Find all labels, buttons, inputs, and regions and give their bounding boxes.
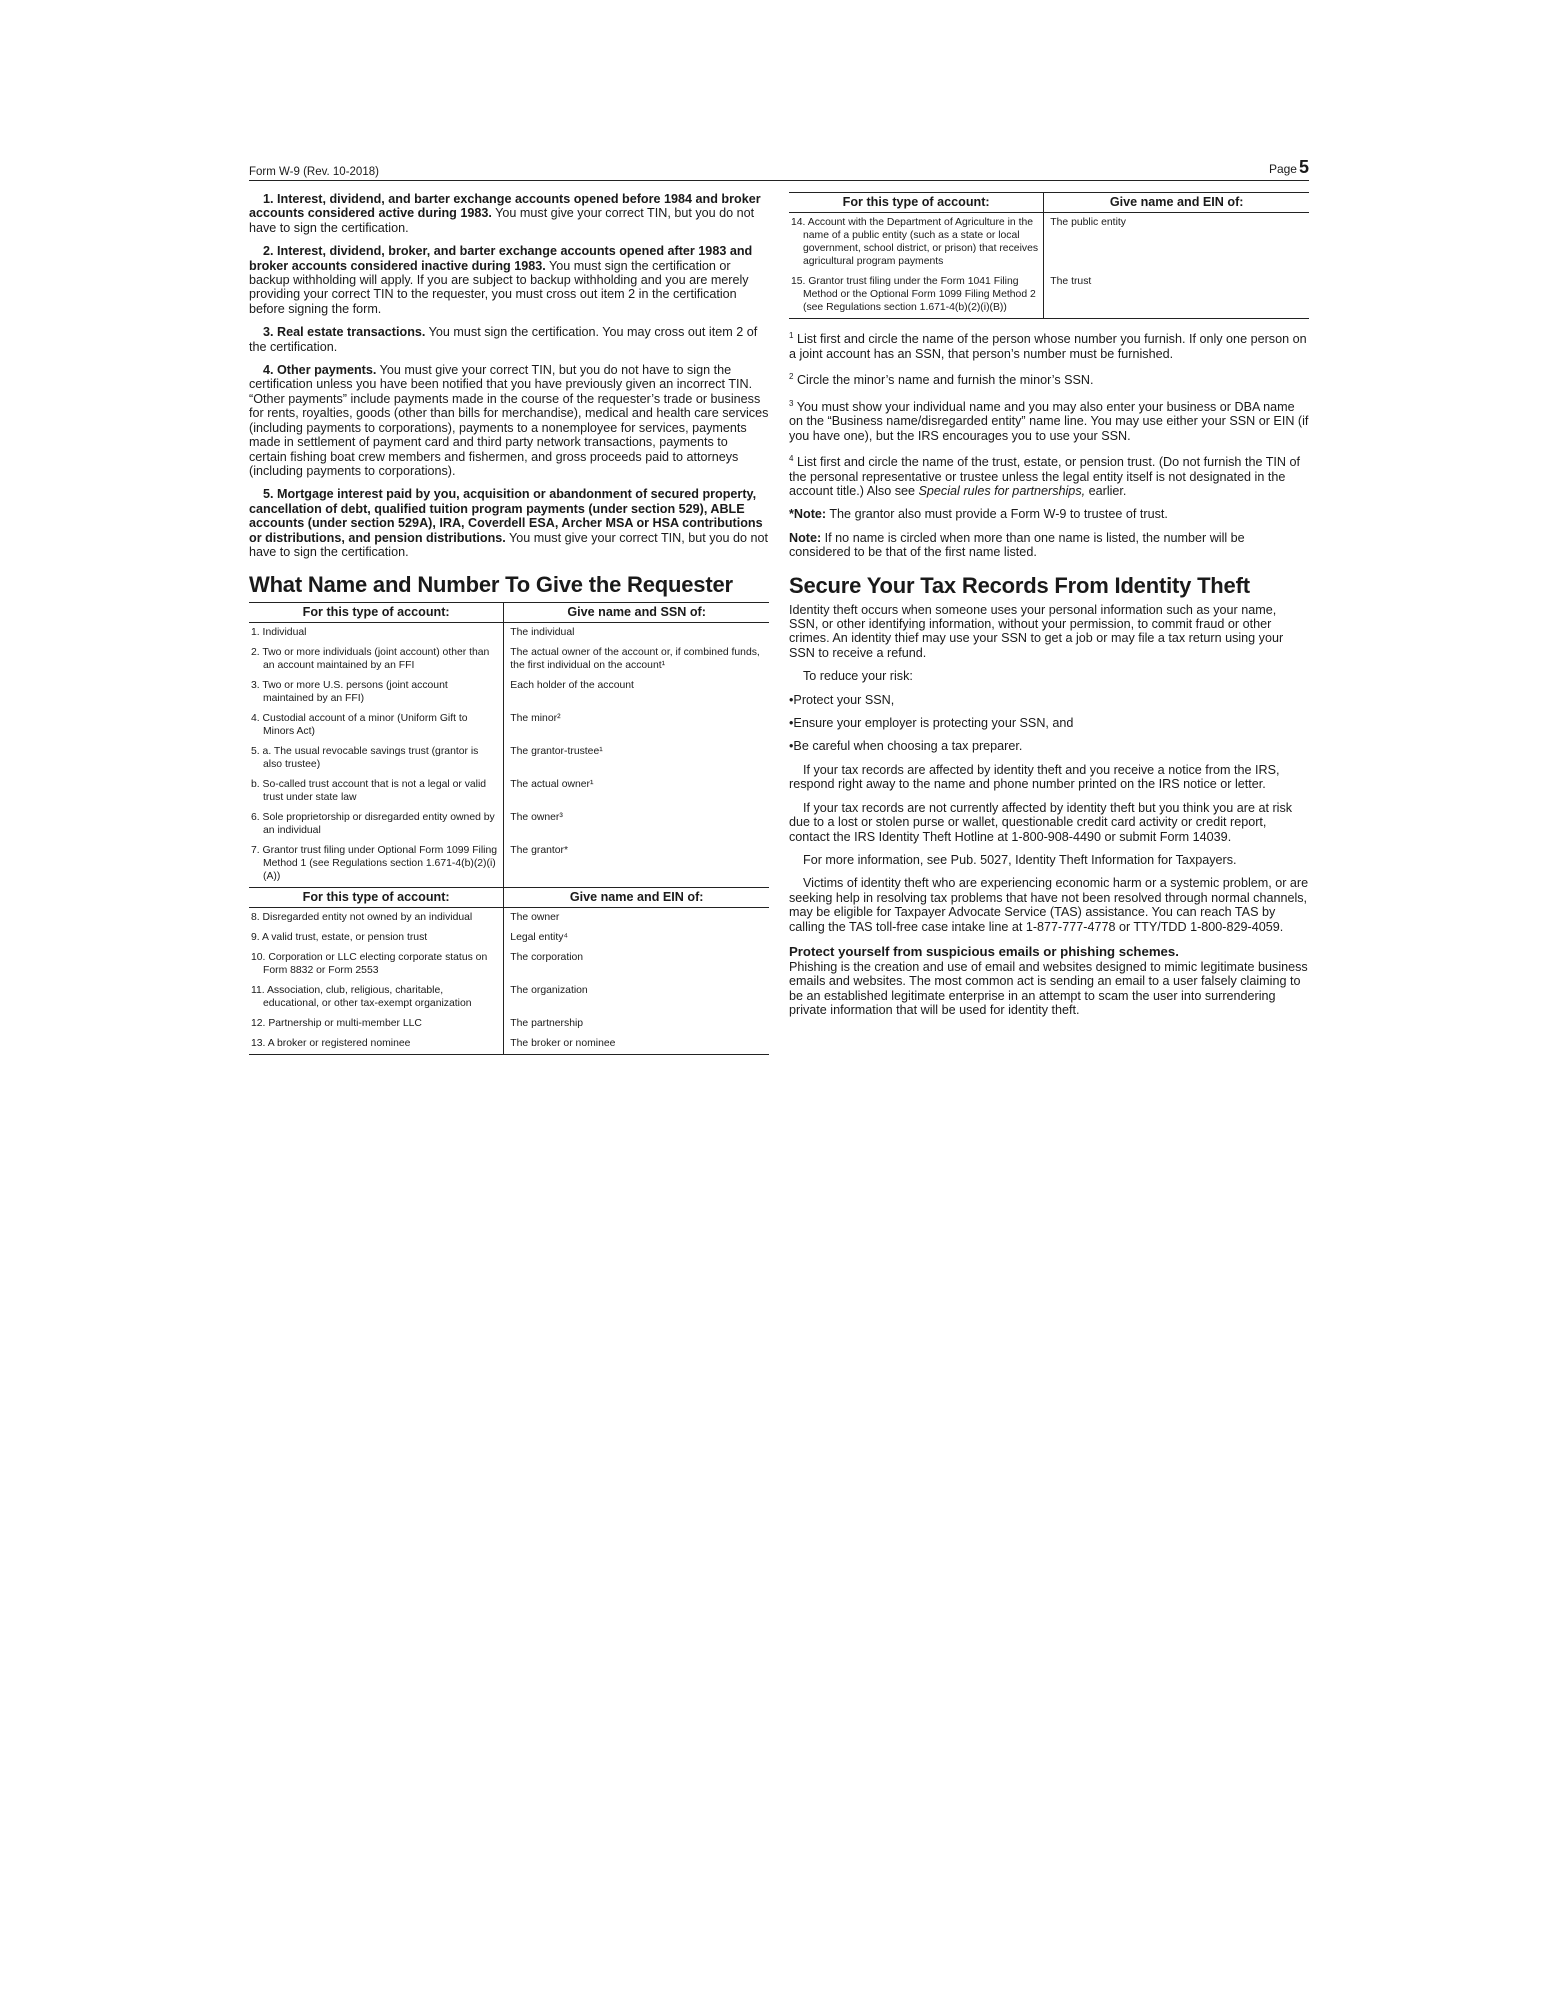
footnote-3	[789, 397, 1309, 443]
bullet-item: • Be careful when choosing a tax preparer.	[789, 739, 1309, 753]
table-header-row	[249, 603, 769, 623]
account-type-cell: 1. Individual	[249, 623, 504, 644]
footnote-text: List first and circle the name of the trust, estate, or pension trust. (Do not furnish the TIN of the personal representative or trustee unless the legal entity itself is not designated in the account title.) Also see	[789, 455, 1301, 498]
identity-paragraph-3	[789, 801, 1309, 844]
give-name-cell: Each holder of the account	[510, 680, 634, 692]
note-circled	[789, 531, 1309, 560]
footnote-1	[789, 329, 1309, 361]
account-type-cell: 11. Association, club, religious, charitable, educational, or other tax-exempt organization	[249, 981, 504, 1014]
paragraph-4-heading: 4. Other payments.	[263, 363, 377, 378]
paragraph-4-text: You must give your correct TIN, but you do not have to sign the certification unless you have been notified that you have previously given an incorrect TIN. “Other payments” include payments made in the course of the requester’s trade or business for rents, royalties, goods (other than bills for merchandise), medical and health care services (including payments to corporations), payments to a nonemployee for services, payments made in settlement of payment card and third party network transactions, payments to certain fishing boat crew members and fishermen, and gross proceeds paid to attorneys (including payments to corporations).	[249, 363, 769, 478]
footnote-marker: 2	[789, 372, 794, 381]
table-row	[249, 908, 769, 929]
give-name-cell: The actual owner of the account or, if combined funds, the first individual on the account¹	[510, 647, 760, 672]
account-type-cell: 8. Disregarded entity not owned by an individual	[249, 908, 504, 929]
account-type-cell: 7. Grantor trust filing under Optional Form 1099 Filing Method 1 (see Regulations section 1.671-4(b)(2)(i)(A))	[249, 841, 504, 887]
phishing-heading: Protect yourself from suspicious emails or phishing schemes.	[789, 943, 1179, 959]
account-type-cell: 2. Two or more individuals (joint account) other than an account maintained by an FFI	[249, 643, 504, 676]
table-header-row	[789, 193, 1309, 213]
give-name-cell: The corporation	[510, 952, 584, 964]
left-column	[249, 192, 769, 1055]
phishing-paragraph: Phishing is the creation and use of email and websites designed to mimic legitimate business emails and websites. The most common act is sending an email to a user falsely claiming to be an established legitimate enterprise in an attempt to scam the user into surrendering private information that will be used for identity theft.	[789, 959, 1308, 1018]
identity-paragraph-4	[789, 853, 1309, 867]
account-type-cell: 10. Corporation or LLC electing corporate status on Form 8832 or Form 2553	[249, 948, 504, 981]
paragraph-3-heading: 3. Real estate transactions.	[263, 325, 426, 340]
account-type-cell: 14. Account with the Department of Agriculture in the name of a public entity (such as a state or local government, school district, or prison) that receives agricultural program payments	[789, 213, 1044, 273]
note-label: Note:	[789, 530, 822, 545]
table-row	[249, 643, 769, 676]
page-number: 5	[1298, 157, 1309, 177]
identity-paragraph-2	[789, 763, 1309, 792]
paragraph-1-heading: 1. Interest, dividend, and barter exchange accounts opened before 1984 and broker accounts considered active during 1983.	[249, 192, 761, 221]
reduce-risk-text: To reduce your risk:	[803, 669, 913, 684]
col-header-account-type: For this type of account:	[249, 888, 504, 908]
give-name-cell: The partnership	[510, 1018, 584, 1030]
identity-paragraph-5-text: Victims of identity theft who are experiencing economic harm or a systemic problem, or are seeking help in resolving tax problems that have not been resolved through normal channels, may be eligible for Taxpayer Advocate Service (TAS) assistance. You can reach TAS by calling the TAS toll-free case intake line at 1-877-777-4778 or TTY/TDD 1-800-829-4059.	[789, 876, 1309, 934]
table-row	[249, 742, 769, 775]
ssn-account-table	[249, 602, 769, 887]
give-name-cell: The trust	[1044, 272, 1309, 319]
paragraph-5-text: You must give your correct TIN, but you do not have to sign the certification.	[249, 530, 769, 559]
give-name-cell: The public entity	[1050, 217, 1126, 228]
right-column	[789, 192, 1309, 1027]
give-name-cell: The minor²	[510, 713, 561, 725]
footnote-tail: earlier.	[1085, 484, 1127, 498]
give-name-cell: The organization	[510, 985, 588, 997]
give-name-cell: The broker or nominee	[504, 1034, 769, 1055]
form-id: Form W-9 (Rev. 10-2018)	[249, 166, 379, 178]
paragraph-1	[249, 192, 769, 235]
note-grantor	[789, 507, 1309, 521]
footnote-text: You must show your individual name and you may also enter your business or DBA name on the “Business name/disregarded entity” name line. You may use either your SSN or EIN (if you have one), but the IRS encourages you to use your SSN.	[789, 399, 1309, 443]
give-name-cell: The individual	[510, 627, 575, 639]
account-type-cell: 9. A valid trust, estate, or pension trust	[249, 928, 504, 948]
table-row	[249, 808, 769, 841]
footnote-text: List first and circle the name of the person whose number you furnish. If only one person on a joint account has an SSN, that person’s number must be furnished.	[789, 332, 1307, 361]
account-type-cell: b. So-called trust account that is not a legal or valid trust under state law	[249, 775, 504, 808]
col-header-give-ssn: Give name and SSN of:	[504, 603, 769, 623]
section-title-requester: What Name and Number To Give the Requester	[249, 572, 733, 598]
table-row	[249, 928, 769, 948]
give-name-cell: The actual owner¹	[510, 779, 594, 791]
table-row	[249, 775, 769, 808]
give-name-cell: Legal entity⁴	[510, 932, 568, 944]
paragraph-3	[249, 325, 769, 354]
table-header-row	[249, 888, 769, 908]
table-row	[249, 981, 769, 1014]
paragraph-3-text: You must sign the certification. You may cross out item 2 of the certification.	[249, 325, 758, 354]
give-name-cell: The grantor*	[510, 845, 569, 857]
footnote-marker: 1	[789, 331, 794, 340]
paragraph-1-text: You must give your correct TIN, but you do not have to sign the certification.	[249, 206, 755, 235]
section-title-identity-theft: Secure Your Tax Records From Identity Theft	[789, 572, 1250, 598]
footnote-marker: 4	[789, 454, 794, 463]
footnote-2	[789, 370, 1309, 388]
table-row	[249, 709, 769, 742]
footnote-marker: 3	[789, 398, 794, 408]
identity-paragraph-4-text: For more information, see Pub. 5027, Identity Theft Information for Taxpayers.	[803, 852, 1237, 867]
paragraph-4	[249, 363, 769, 478]
identity-paragraph-5	[789, 876, 1309, 934]
note-text: If no name is circled when more than one name is listed, the number will be considered to be that of the first name listed.	[789, 530, 1245, 560]
footnote-text: Circle the minor’s name and furnish the minor’s SSN.	[793, 373, 1094, 388]
identity-paragraph-1: Identity theft occurs when someone uses your personal information such as your name, SSN, or other identifying information, without your permission, to commit fraud or other crimes. An identity thief may use your SSN to get a job or may file a tax return using your SSN to receive a refund.	[789, 602, 1284, 660]
account-type-cell: 6. Sole proprietorship or disregarded entity owned by an individual	[249, 808, 504, 841]
table-row	[249, 841, 769, 887]
footnote-4	[789, 452, 1309, 498]
header-rule	[249, 180, 1309, 181]
identity-paragraph-2-text: If your tax records are affected by identity theft and you receive a notice from the IRS, respond right away to the name and phone number printed on the IRS notice or letter.	[789, 762, 1280, 792]
paragraph-2	[249, 244, 769, 316]
col-header-account-type: For this type of account:	[249, 603, 504, 623]
identity-paragraph-3-text: If your tax records are not currently affected by identity theft but you think you are at risk due to a lost or stolen purse or wallet, questionable credit card activity or credit report, contact the IRS Identity Theft Hotline at 1-800-908-4490 or submit Form 14039.	[789, 800, 1293, 844]
col-header-give-ein: Give name and EIN of:	[1044, 193, 1309, 213]
page-number-label	[1269, 157, 1309, 178]
table-row	[249, 948, 769, 981]
give-name-cell: The owner³	[510, 812, 563, 824]
account-type-cell: 15. Grantor trust filing under the Form 1041 Filing Method or the Optional Form 1099 Filing Method 2 (see Regulations section 1.671-4(b)(2)(i)(B))	[789, 272, 1044, 319]
bullet-item: • Ensure your employer is protecting your SSN, and	[789, 716, 1309, 730]
table-row	[249, 676, 769, 709]
paragraph-2-text: You must sign the certification or backup withholding will apply. If you are subject to backup withholding and you are merely providing your correct TIN to the requester, you must cross out item 2 in the certification before signing the form.	[249, 258, 749, 316]
account-type-cell: 4. Custodial account of a minor (Uniform Gift to Minors Act)	[249, 709, 504, 742]
table-row	[249, 623, 769, 644]
table-row	[789, 272, 1309, 319]
paragraph-5	[249, 487, 769, 559]
table-row	[789, 213, 1309, 273]
ein-account-table	[249, 887, 769, 1055]
col-header-give-ein: Give name and EIN of:	[504, 888, 769, 908]
account-type-cell: 13. A broker or registered nominee	[249, 1034, 504, 1055]
bullet-item: • Protect your SSN,	[789, 693, 1309, 707]
paragraph-2-heading: 2. Interest, dividend, broker, and barter exchange accounts opened after 1983 and broker accounts considered inactive during 1983.	[249, 244, 753, 273]
footnote-italic: Special rules for partnerships,	[918, 484, 1086, 498]
note-label: *Note:	[789, 507, 827, 522]
account-type-cell: 12. Partnership or multi-member LLC	[249, 1014, 504, 1034]
give-name-cell: The owner	[510, 912, 560, 924]
give-name-cell: The grantor-trustee¹	[510, 746, 603, 758]
note-text: The grantor also must provide a Form W-9 to trustee of trust.	[826, 507, 1168, 522]
col-header-account-type: For this type of account:	[789, 193, 1044, 213]
ein-account-table-continued	[789, 192, 1309, 319]
account-type-cell: 5. a. The usual revocable savings trust (grantor is also trustee)	[249, 742, 504, 775]
table-row	[249, 1034, 769, 1055]
page-label: Page	[1268, 162, 1297, 176]
paragraph-5-heading: 5. Mortgage interest paid by you, acquisition or abandonment of secured property, cancellation of debt, qualified tuition program payments (under section 529), ABLE accounts (under section 529A), IRA, Coverdell ESA, Archer MSA or HSA contributions or distributions, and pension distributions.	[249, 487, 763, 545]
table-row	[249, 1014, 769, 1034]
account-type-cell: 3. Two or more U.S. persons (joint account maintained by an FFI)	[249, 676, 504, 709]
page-header	[249, 156, 1309, 178]
reduce-risk-label	[789, 669, 1309, 683]
